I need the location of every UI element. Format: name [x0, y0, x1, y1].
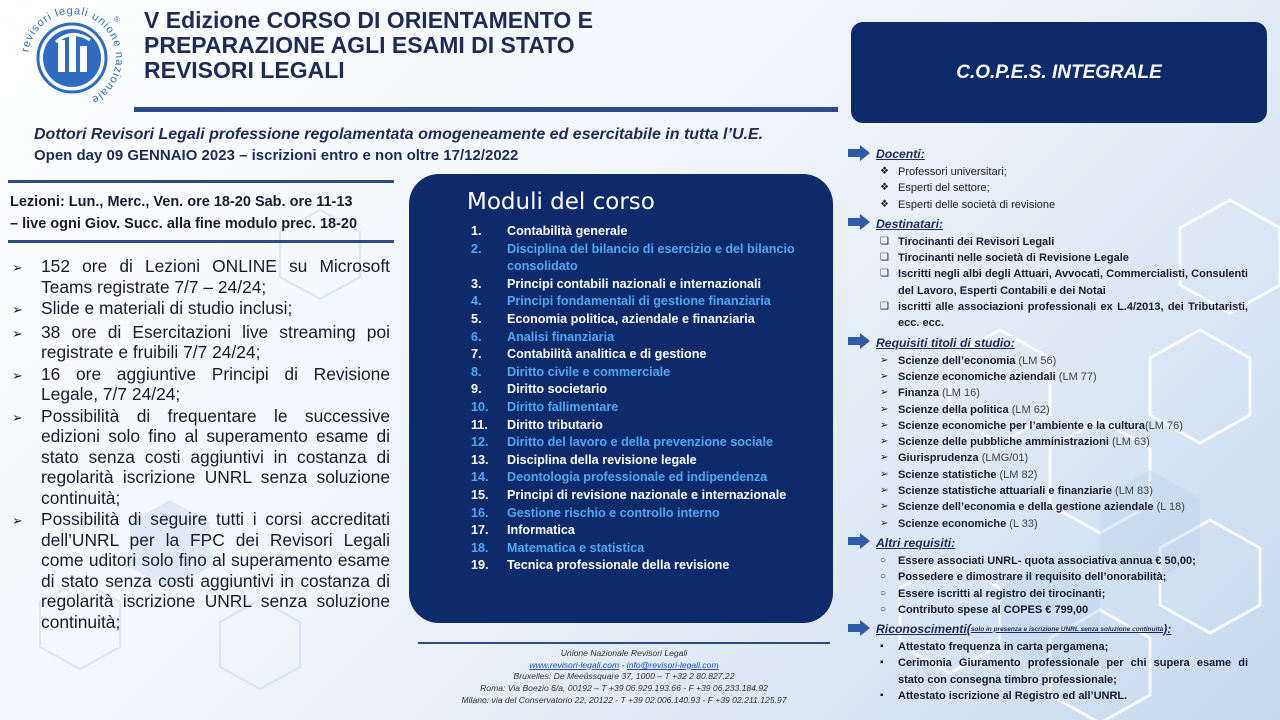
modules-panel — [409, 174, 833, 623]
note-open: ( — [966, 622, 971, 637]
list-item-text: Esperti delle società di revisione — [898, 198, 1056, 211]
list-item — [848, 467, 1248, 483]
footer — [418, 648, 830, 707]
module-number: 11. — [471, 417, 488, 432]
info-column — [848, 143, 1248, 704]
list-item-text: iscritti alle associazioni professionali ex L.4/2013, dei Tributaristi, ecc. ecc. — [898, 301, 1248, 330]
list-item-text — [898, 467, 1248, 483]
degree-code: (L 33) — [1006, 517, 1038, 530]
list-item-text — [898, 450, 1248, 466]
title-line: V Edizione CORSO DI ORIENTAMENTO E — [144, 7, 593, 33]
module-number: 17. — [471, 523, 489, 538]
list-item — [848, 418, 1248, 434]
list-item — [848, 553, 1248, 569]
list-item-text — [898, 353, 1248, 369]
list-item — [848, 602, 1248, 618]
module-label: Tecnica professionale della revisione — [507, 558, 730, 573]
list-item — [848, 516, 1248, 532]
list-item-text: Essere associati UNRL- quota associativa annua € 50,00; — [898, 554, 1196, 567]
list-item — [848, 197, 1248, 213]
email-link[interactable]: info@revisori-legali.com — [626, 659, 719, 670]
bullet-icon: ○ — [880, 587, 887, 599]
bullet-icon: ▪ — [880, 690, 884, 702]
degree-code: (LMG/01) — [978, 452, 1029, 465]
list-item-text: Tirocinanti dei Revisori Legali — [898, 235, 1055, 248]
bullet-icon: ▪ — [880, 657, 884, 669]
module-label: Gestione rischio e controllo interno — [507, 505, 720, 520]
bullet-icon: ➢ — [880, 419, 889, 431]
degree-name: Scienze della politica — [898, 403, 1009, 416]
module-number: 13. — [471, 452, 489, 467]
arrow-bullet-icon: ➢ — [12, 513, 23, 528]
list-item — [848, 655, 1248, 688]
module-label: Contabilità generale — [507, 224, 628, 238]
list-item-text — [898, 499, 1248, 515]
bullet-icon: ❑ — [880, 252, 889, 264]
list-item-text: Professori universitari; — [898, 166, 1007, 178]
list-item — [848, 639, 1248, 655]
module-item — [471, 505, 811, 523]
section-riconoscimenti — [848, 619, 1248, 639]
website-link[interactable]: www.revisori-legali.com — [529, 659, 620, 670]
logo-ring-text: revisori legali unione nazionale — [20, 6, 124, 107]
module-item — [471, 276, 811, 294]
module-label: Diritto tributario — [507, 417, 603, 432]
degree-code: (LM 62) — [1008, 403, 1050, 416]
module-number: 2. — [471, 241, 482, 256]
requisiti-list — [848, 353, 1248, 532]
copes-badge-label: C.O.P.E.S. INTEGRALE — [956, 61, 1162, 83]
list-item-text: Attestato iscrizione al Registro ed all’UNRL. — [898, 690, 1128, 703]
list-item-text — [898, 483, 1248, 499]
list-item — [848, 164, 1248, 180]
module-item — [471, 452, 811, 470]
bullet-icon: ➢ — [880, 468, 889, 480]
module-item — [471, 311, 811, 329]
docenti-list — [848, 164, 1248, 213]
degree-name: Scienze statistiche attuariali e finanziarie — [898, 485, 1112, 498]
arrow-right-icon — [848, 333, 876, 352]
module-number: 4. — [471, 294, 482, 309]
footer-separator: - — [619, 659, 627, 670]
list-item — [848, 299, 1248, 332]
bullet-icon: ❑ — [880, 301, 889, 313]
bullet-icon: ❖ — [880, 182, 889, 194]
module-label: Diritto civile e commerciale — [507, 364, 671, 379]
footer-contacts — [418, 660, 830, 672]
unrl-logo-icon — [20, 6, 124, 110]
list-item-text: Esperti del settore; — [898, 182, 990, 195]
list-item — [848, 234, 1248, 250]
module-label: Disciplina della revisione legale — [507, 452, 697, 467]
title-line: PREPARAZIONE AGLI ESAMI DI STATO — [144, 32, 575, 58]
arrow-bullet-icon: ➢ — [12, 409, 23, 425]
module-number: 8. — [471, 364, 482, 379]
bullet-icon: ○ — [880, 554, 887, 566]
module-number: 6. — [471, 329, 482, 344]
degree-code: (LM 16) — [938, 387, 980, 400]
module-label: Principi fondamentali di gestione finanziaria — [507, 294, 771, 309]
bullet-icon: ➢ — [880, 517, 889, 529]
list-item — [848, 688, 1248, 704]
module-item — [471, 223, 811, 241]
lessons-line-1: Lezioni: Lun., Merc., Ven. ore 18-20 Sab. ore 11-13 — [10, 194, 353, 210]
footer-roma: Roma: Via Boezio 6/a, 00192 – T +39 06.929.193.66 - F +39 06.233.184.92 — [480, 683, 768, 694]
list-item: ➢ 38 ore di Esercitazioni live streaming poi registrate e fruibili 7/7 24/24; — [12, 321, 390, 362]
footer-divider — [418, 642, 830, 644]
module-label: Matematica e statistica — [507, 540, 645, 555]
module-number: 3. — [471, 276, 482, 291]
subtitle — [34, 126, 834, 164]
footer-org: Unione Nazionale Revisori Legali — [560, 648, 688, 658]
module-item — [471, 329, 811, 347]
bullet-icon: ❑ — [880, 235, 889, 247]
arrow-bullet-icon: ➢ — [12, 302, 23, 317]
module-item — [471, 417, 811, 435]
list-item — [848, 266, 1248, 299]
module-number: 14. — [471, 470, 489, 485]
module-label: Contabilità analitica e di gestione — [507, 347, 707, 362]
list-item-text: Possedere e dimostrare il requisito dell’onorabilità; — [898, 571, 1167, 584]
module-item — [471, 522, 811, 540]
title-line: REVISORI LEGALI — [144, 57, 345, 83]
module-number: 19. — [471, 558, 489, 573]
module-number: 15. — [471, 487, 489, 502]
section-title: Riconoscimenti — [876, 622, 967, 637]
module-label: Diritto societario — [507, 382, 608, 397]
module-label: Deontologia professionale ed indipendenza — [507, 470, 768, 485]
copes-badge — [851, 22, 1267, 123]
list-item — [848, 250, 1248, 266]
bullet-icon: ➢ — [880, 436, 889, 448]
bullet-icon: ❑ — [880, 268, 889, 280]
list-item — [848, 385, 1248, 401]
list-item-text: Essere iscritti al registro dei tirocinanti; — [898, 587, 1106, 600]
bullet-icon: ➢ — [880, 387, 889, 399]
module-item — [471, 434, 811, 452]
module-item — [471, 293, 811, 311]
module-label: Diritto del lavoro e della prevenzione sociale — [507, 435, 773, 450]
degree-name: Scienze dell’economia — [898, 354, 1016, 367]
module-item — [471, 540, 811, 558]
modules-list — [467, 223, 811, 575]
module-number: 10. — [471, 399, 489, 414]
module-label: Disciplina del bilancio di esercizio e del bilancio consolidato — [507, 241, 795, 274]
arrow-right-icon — [848, 214, 876, 233]
bullet-icon: ➢ — [880, 354, 889, 366]
list-item-text: Attestato frequenza in carta pergamena; — [898, 641, 1109, 654]
list-item-text: Cerimonia Giuramento professionale per chi supera esame di stato con consegna timbro professionale; — [898, 657, 1248, 686]
degree-code: (LM 63) — [1108, 436, 1150, 449]
bullet-icon: ➢ — [880, 485, 889, 497]
section-title: Destinatari: — [876, 216, 944, 231]
footer-bruxelles: Bruxelles: De Meeûssquare 37, 1000 – T +32 2 80.827.22 — [513, 671, 735, 682]
module-label: Diritto fallimentare — [507, 399, 619, 414]
arrow-bullet-icon: ➢ — [12, 325, 23, 341]
list-item-text — [898, 418, 1248, 434]
section-destinatari — [848, 214, 1248, 234]
degree-code: (LM 56) — [1015, 354, 1057, 367]
list-item — [848, 569, 1248, 585]
bullet-icon: ➢ — [880, 403, 889, 415]
list-item: ➢ Possibilità di frequentare le successive edizioni solo fino al superamento esame di stato senza costi aggiuntivi in costanza di regolarità iscrizione UNRL senza soluzione continuità; — [12, 405, 390, 508]
degree-name: Scienze economiche aziendali — [898, 370, 1056, 383]
module-label: Analisi finanziaria — [507, 329, 615, 344]
footer-milano: Milano: via del Conservatorio 22, 20122 - T +39 02.006.140.93 - F +39 02.211.125.97 — [461, 694, 787, 705]
title-divider — [134, 107, 838, 112]
module-item — [471, 381, 811, 399]
module-item — [471, 469, 811, 487]
features-list — [12, 256, 390, 633]
module-label: Informatica — [507, 523, 575, 538]
list-item: ➢ 152 ore di Lezioni ONLINE su Microsoft Teams registrate 7/7 – 24/24; — [12, 256, 390, 297]
degree-name: Scienze statistiche — [898, 468, 997, 481]
module-number: 12. — [471, 435, 489, 450]
degree-code: (L 18) — [1153, 501, 1185, 514]
module-item — [471, 364, 811, 382]
module-label: Principi contabili nazionali e internazionali — [507, 276, 762, 291]
section-title: Altri requisiti: — [876, 535, 956, 550]
degree-name: Scienze economiche — [898, 517, 1007, 530]
module-item — [471, 487, 811, 505]
list-item: ➢ Slide e materiali di studio inclusi; — [12, 298, 390, 321]
list-item: ➢ 16 ore aggiuntive Principi di Revisione Legale, 7/7 24/24; — [12, 363, 390, 404]
section-title: Requisiti titoli di studio: — [876, 335, 1015, 350]
list-item: ➢ Possibilità di seguire tutti i corsi accreditati dell’UNRL per la FPC dei Revisori Legali come uditori solo fino al superamento esame di stato senza costi aggiuntivi in costanza di regolarità iscrizione UNRL senza soluzione continuità; — [12, 509, 390, 632]
module-number: 16. — [471, 505, 489, 520]
bullet-icon: ➢ — [880, 452, 889, 464]
degree-name: Scienze delle pubbliche amministrazioni — [898, 436, 1109, 449]
module-number: 5. — [471, 311, 482, 326]
list-item — [848, 450, 1248, 466]
module-label: Economia politica, aziendale e finanziaria — [507, 311, 755, 326]
arrow-right-icon — [848, 145, 876, 164]
list-item-text: Iscritti negli albi degli Attuari, Avvocati, Commercialisti, Consulenti del Lavoro, Esperti Contabili e dei Notai — [898, 268, 1248, 297]
list-item-text — [898, 516, 1248, 532]
degree-code: (LM 83) — [1111, 485, 1153, 498]
bullet-icon: ○ — [880, 603, 887, 615]
module-number: 9. — [471, 382, 482, 397]
degree-name: Finanza — [898, 387, 939, 400]
bullet-icon: ▪ — [880, 641, 884, 653]
module-number: 18. — [471, 540, 489, 555]
page-title — [144, 8, 764, 83]
bullet-icon: ○ — [880, 571, 887, 583]
subtitle-line-1: Dottori Revisori Legali professione regolamentata omogeneamente ed esercitabile in tutta l’U.E. — [34, 126, 764, 143]
arrow-bullet-icon: ➢ — [12, 367, 23, 383]
module-item — [471, 399, 811, 417]
list-item — [848, 586, 1248, 602]
module-item — [471, 346, 811, 364]
arrow-right-icon — [848, 620, 876, 639]
bullet-icon: ❖ — [880, 166, 889, 177]
degree-name: Scienze economiche per l’ambiente e la cultura — [898, 419, 1145, 432]
list-item — [848, 499, 1248, 515]
arrow-bullet-icon: ➢ — [12, 260, 23, 275]
list-item — [848, 369, 1248, 385]
list-item — [848, 402, 1248, 418]
degree-code: (LM 77) — [1055, 370, 1097, 383]
destinatari-list — [848, 234, 1248, 332]
arrow-right-icon — [848, 533, 876, 552]
section-requisiti — [848, 333, 1248, 353]
module-item — [471, 557, 811, 575]
list-item — [848, 180, 1248, 196]
degree-code: (LM 82) — [996, 468, 1038, 481]
section-docenti — [848, 144, 1248, 164]
list-item-text: Contributo spese al COPES € 799,00 — [898, 603, 1089, 616]
registered-mark: ® — [114, 15, 120, 24]
list-item-text — [898, 434, 1248, 450]
module-label: Principi di revisione nazionale e internazionale — [507, 487, 787, 502]
degree-code: (LM 76) — [1144, 419, 1183, 432]
altri-list — [848, 553, 1248, 618]
modules-title: Moduli del corso — [467, 189, 655, 215]
list-item — [848, 353, 1248, 369]
degree-name: Scienze dell’economia e della gestione aziendale — [898, 501, 1154, 514]
note-text: solo in presenza e iscrizione UNRL senza soluzione continuità — [970, 625, 1164, 633]
lessons-rule-bottom — [8, 240, 394, 243]
lessons-line-2: – live ogni Giov. Succ. alla fine modulo prec. 18-20 — [10, 216, 358, 232]
open-day-line: Open day 09 GENNAIO 2023 – iscrizioni entro e non oltre 17/12/2022 — [34, 147, 519, 164]
list-item — [848, 434, 1248, 450]
lessons-schedule — [10, 191, 402, 235]
degree-name: Giurisprudenza — [898, 452, 979, 465]
lessons-rule-top — [8, 180, 394, 183]
list-item-text — [898, 369, 1248, 385]
note-close: ): — [1163, 622, 1172, 637]
bullet-icon: ➢ — [880, 501, 889, 513]
list-item — [848, 483, 1248, 499]
list-item-text — [898, 402, 1248, 418]
list-item-text — [898, 385, 1248, 401]
module-item — [471, 241, 811, 276]
section-altri — [848, 533, 1248, 553]
module-number: 1. — [471, 224, 482, 238]
riconoscimenti-list — [848, 639, 1248, 704]
bullet-icon: ➢ — [880, 370, 889, 382]
unrl-logo — [20, 6, 124, 110]
bullet-icon: ❖ — [880, 198, 889, 210]
module-number: 7. — [471, 347, 482, 362]
list-item-text: Tirocinanti nelle società di Revisione Legale — [898, 252, 1129, 265]
section-title: Docenti: — [876, 147, 925, 161]
